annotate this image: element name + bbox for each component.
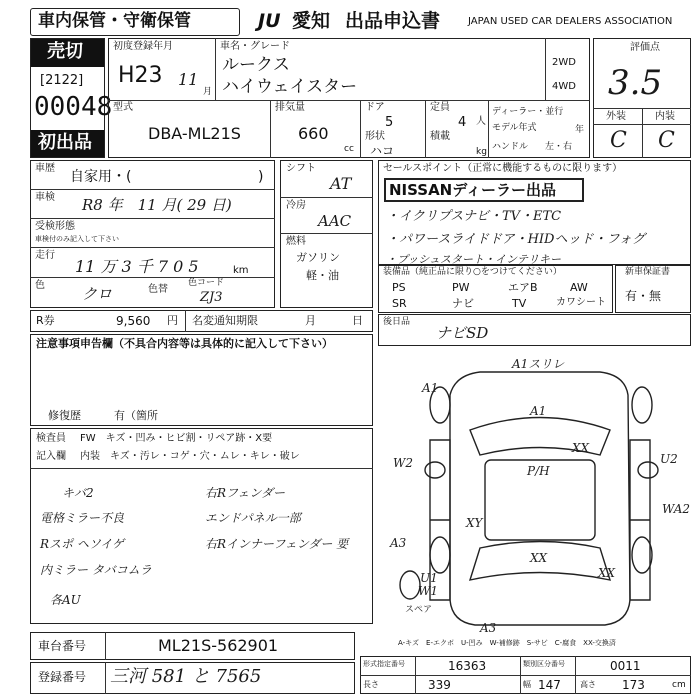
mark-rear-left: A3 bbox=[390, 536, 407, 550]
usage-label: 車歴 bbox=[35, 163, 55, 174]
receipt-label: 受検形態 bbox=[35, 221, 75, 232]
note-left-4: 内ミラー タバコムラ bbox=[40, 563, 152, 577]
note-left-2: 電格ミラー不良 bbox=[40, 511, 125, 525]
equipment-aw: AW bbox=[570, 281, 588, 294]
registration-year: H23 bbox=[118, 63, 163, 88]
model-year-label: モデル年式 bbox=[492, 123, 537, 133]
color-value: クロ bbox=[82, 285, 113, 303]
chassis-value: ML21S-562901 bbox=[158, 636, 279, 655]
spec-value: 16363 bbox=[448, 659, 487, 673]
mileage-unit: km bbox=[233, 265, 249, 276]
dimension-unit: cm bbox=[672, 680, 686, 690]
load-label: 積載 bbox=[430, 131, 450, 142]
model-name: ルークス bbox=[222, 55, 290, 75]
exterior-label: 外装 bbox=[606, 111, 626, 122]
equipment-ps: PS bbox=[392, 281, 406, 294]
type-label: 型式 bbox=[113, 102, 133, 113]
note-right-3: 右Rインナーフェンダー 要 bbox=[205, 537, 349, 551]
equipment-pw: PW bbox=[452, 281, 470, 294]
mark-rear-right: XX bbox=[598, 566, 616, 580]
shift-value: AT bbox=[330, 174, 352, 193]
mark-front-left: A1 bbox=[422, 381, 439, 395]
mark-hood: A1 bbox=[530, 404, 547, 418]
height-value: 173 bbox=[622, 678, 645, 692]
chassis-label: 車台番号 bbox=[38, 639, 87, 653]
expiry-day-unit: 日 bbox=[352, 314, 363, 327]
drive-2wd: 2WD bbox=[552, 57, 576, 68]
registration-month: 11 bbox=[178, 70, 199, 89]
form-title: 出品申込書 bbox=[345, 10, 441, 32]
sold-label: 売切 bbox=[47, 41, 83, 62]
dealer-label: ディーラー・並行 bbox=[492, 107, 564, 117]
form-title-en: JAPAN USED CAR DEALERS ASSOCIATION bbox=[468, 16, 673, 27]
mileage-label: 走行 bbox=[35, 250, 55, 261]
load-unit: kg bbox=[476, 147, 487, 157]
rating-score: 3.5 bbox=[608, 63, 663, 103]
mark-right-door: U2 bbox=[660, 452, 678, 466]
mark-rear-w1: W1 bbox=[418, 584, 438, 598]
fuel-label: 燃料 bbox=[286, 236, 306, 247]
registration-label: 初度登録年月 bbox=[113, 41, 173, 52]
capacity-unit: 人 bbox=[476, 116, 486, 127]
model-grade: ハイウェイスター bbox=[222, 77, 358, 97]
recycle-value: 9,560 bbox=[116, 314, 151, 328]
color-change-label: 色替 bbox=[148, 284, 168, 295]
mark-left-door: W2 bbox=[393, 456, 413, 470]
equipment-leather: カワシート bbox=[556, 297, 606, 308]
capacity-label: 定員 bbox=[430, 102, 450, 113]
mark-rear-bumper: A3 bbox=[480, 621, 497, 635]
storage-badge: 車内保管・守衛保管 bbox=[38, 11, 191, 31]
selling-line-1: ・イクリプスナビ・TV・ETC bbox=[386, 209, 562, 224]
type-value: DBA-ML21S bbox=[148, 124, 241, 143]
model-year-unit: 年 bbox=[575, 125, 585, 135]
handle-label: ハンドル bbox=[492, 142, 529, 152]
handle-options: 左・右 bbox=[545, 142, 573, 152]
aftermarket-label: 後日品 bbox=[383, 317, 411, 327]
interior-row: 内装 キズ・汚レ・コゲ・穴・ムレ・キレ・破レ bbox=[80, 451, 300, 462]
height-label: 高さ bbox=[580, 680, 596, 689]
shape-label: 形状 bbox=[365, 131, 385, 142]
shift-label: シフト bbox=[286, 163, 316, 174]
mark-front-scratch: A1スリレ bbox=[512, 357, 565, 371]
displacement-value: 660 bbox=[298, 124, 329, 143]
length-label: 長さ bbox=[363, 680, 379, 689]
selling-line-2: ・パワースライドドア・HIDヘッド・フォグ bbox=[386, 232, 645, 247]
displacement-label: 排気量 bbox=[275, 102, 305, 113]
brand-logo: JU bbox=[258, 10, 281, 32]
width-label: 幅 bbox=[523, 680, 531, 689]
recycle-unit: 円 bbox=[167, 314, 178, 327]
inspector-label-2: 記入欄 bbox=[36, 451, 66, 462]
expiry-month-unit: 月 bbox=[305, 314, 316, 327]
selling-headline: NISSANディーラー出品 bbox=[389, 181, 557, 199]
mileage-value: 11 万 3 千 7 0 5 bbox=[75, 257, 199, 276]
selling-line-3: ・プッシュスタート・インテリキー bbox=[386, 253, 562, 266]
inspection-value: R8 年 11 月( 29 日) bbox=[82, 196, 232, 214]
repair-value: 有（箇所 bbox=[114, 409, 158, 422]
selling-points-label: セールスポイント（正常に機能するものに限ります） bbox=[383, 163, 623, 174]
mark-roof-x: XX bbox=[572, 441, 590, 455]
mark-left-side: XY bbox=[466, 516, 483, 530]
mark-roof: P/H bbox=[527, 464, 550, 478]
interior-grade: C bbox=[658, 128, 675, 153]
category-label: 類別区分番号 bbox=[523, 660, 565, 668]
expiry-label: 名変通知期限 bbox=[192, 314, 258, 327]
mark-right-rear: WA2 bbox=[662, 502, 691, 516]
lot-code: [2122] bbox=[40, 73, 84, 88]
note-left-3: Rスポ ヘソイゲ bbox=[40, 537, 125, 551]
exterior-grade: C bbox=[610, 128, 627, 153]
model-label: 車名・グレード bbox=[220, 41, 290, 52]
receipt-note: 車検付のみ記入して下さい bbox=[35, 235, 119, 243]
color-label: 色 bbox=[35, 280, 45, 291]
spec-label: 形式指定番号 bbox=[363, 660, 405, 668]
warranty-value: 有・無 bbox=[625, 289, 662, 303]
mark-rear-u1: U1 bbox=[420, 571, 438, 585]
color-code-value: ZJ3 bbox=[200, 290, 223, 305]
category-value: 0011 bbox=[610, 659, 641, 673]
capacity-value: 4 bbox=[458, 115, 467, 130]
inspection-label: 車検 bbox=[35, 192, 55, 203]
ac-label: 冷房 bbox=[286, 200, 306, 211]
width-value: 147 bbox=[538, 678, 561, 692]
doors-value: 5 bbox=[385, 115, 394, 130]
usage-value: 自家用・( bbox=[70, 169, 132, 185]
notes-label: 注意事項申告欄（不具合内容等は具体的に記入して下さい） bbox=[36, 337, 333, 350]
note-left-1: キバ2 bbox=[62, 486, 94, 500]
lot-number: 00048 bbox=[34, 92, 113, 122]
registration-month-unit: 月 bbox=[203, 87, 213, 97]
displacement-unit: cc bbox=[344, 144, 354, 154]
equipment-label: 装備品（純正品に限り○をつけてください） bbox=[383, 267, 562, 277]
fuel-options: ガソリン bbox=[296, 251, 340, 264]
color-code-label: 色コード bbox=[188, 278, 225, 288]
recycle-label: R券 bbox=[36, 314, 55, 327]
interior-label: 内装 bbox=[655, 111, 675, 122]
note-right-1: 右Rフェンダー bbox=[205, 486, 285, 500]
equipment-airbag: エアB bbox=[508, 281, 538, 294]
rating-label: 評価点 bbox=[630, 42, 660, 53]
warranty-label: 新車保証書 bbox=[625, 267, 671, 277]
inspector-label: 検査員 bbox=[36, 433, 66, 444]
equipment-tv: TV bbox=[512, 297, 527, 310]
equipment-navi: ナビ bbox=[452, 297, 474, 310]
first-listing: 初出品 bbox=[38, 132, 92, 153]
brand-name: 愛知 bbox=[292, 10, 331, 32]
mark-rear-center: XX bbox=[530, 551, 548, 565]
spare-label: スペア bbox=[405, 605, 433, 615]
plate-label: 登録番号 bbox=[38, 670, 87, 684]
note-left-5: 各AU bbox=[50, 593, 81, 607]
length-value: 339 bbox=[428, 678, 451, 692]
fuel-options2: 軽・油 bbox=[306, 269, 339, 282]
damage-legend: A-キズ E-エクボ U-凹み W-補修跡 S-サビ C-腐食 XX-交換済 bbox=[398, 639, 616, 647]
equipment-sr: SR bbox=[392, 297, 407, 310]
usage-close: ) bbox=[258, 169, 264, 185]
ac-value: AAC bbox=[318, 212, 352, 230]
drive-4wd: 4WD bbox=[552, 81, 576, 92]
doors-label: ドア bbox=[365, 102, 385, 113]
aftermarket-value: ナビSD bbox=[436, 324, 489, 342]
repair-label: 修復歴 bbox=[48, 409, 81, 422]
plate-value: 三河 581 と 7565 bbox=[110, 666, 262, 687]
fw-row: FW キズ・凹み・ヒビ割・リペア跡・X要 bbox=[80, 433, 273, 444]
shape-value: ハコ bbox=[370, 144, 395, 158]
note-right-2: エンドパネル一部 bbox=[205, 511, 301, 525]
